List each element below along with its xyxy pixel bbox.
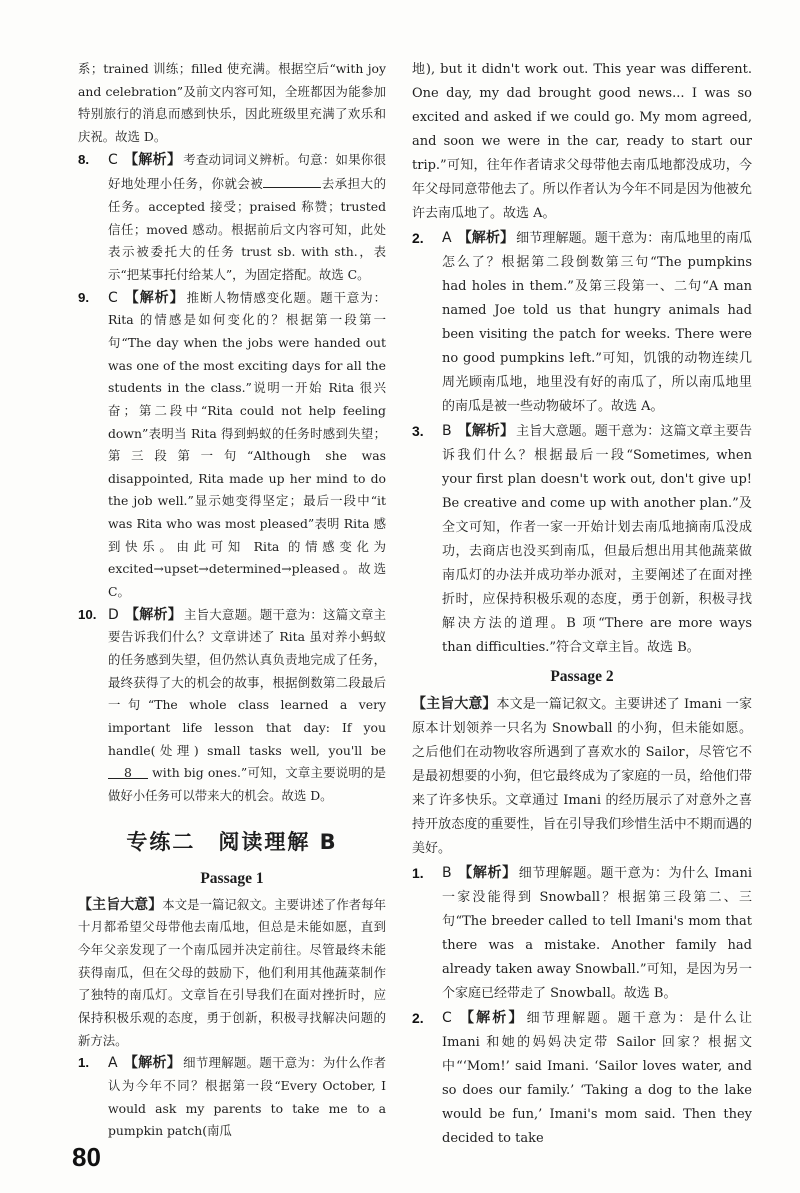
analysis-tag: 【解析】 xyxy=(457,230,515,246)
explanation-text: 主旨大意题。题干意为：这篇文章主要告诉我们什么？文章讲述了 Rita 虽对养小蚂蚁的任务感到失望，但仍然认真负责地完成了任务，最终获得了大的机会的故事，根据倒数第二段最后一句“The whole class learned a very important life lesson that day: If you handle(处理) small tasks well, you'll be xyxy=(108,606,387,758)
explanation-text-cont: 去承担大的任务。accepted 接受；praised 称赞；trusted 信任；moved 感动。根据前后文内容可知，此处表示被委托大的任务 trust sb. with sth.，表示“把某事托付给某人”，为固定搭配。故选 C。 xyxy=(108,176,387,282)
passage-2-title: Passage 2 xyxy=(550,668,614,685)
answer-letter: C xyxy=(442,1010,452,1026)
page-number: 80 xyxy=(72,1142,101,1172)
summary-text: 本文是一篇记叙文。主要讲述了 Imani 一家原本计划领养一只名为 Snowball 的小狗，但未能如愿。之后他们在动物收容所遇到了喜欢水的 Sailor，尽管它不是最初想要的小狗，但它最终成为了家庭的一员，给他们带来了许多快乐。文章通过 Imani 的经历展示了对意外之喜持开放态度的重要性，旨在引导我们珍惜生活中不期而遇的美好。 xyxy=(412,697,753,856)
passage-2-question-1 xyxy=(412,861,752,1006)
explanation-text: 细节理解题。题干意为：南瓜地里的南瓜怎么了？根据第二段倒数第三句“The pumpkins had holes in them.”及第三段第一、二句“A man named Joe told us that hungry animals had been visiting the patch for weeks. There were no good pumpkins left.”可知，饥饿的动物连续几周光顾南瓜地，地里没有好的南瓜了，所以南瓜地里的南瓜是被一些动物破坏了。故选 A。 xyxy=(442,231,752,414)
answer-letter: A xyxy=(108,1055,118,1072)
explanation-text: 细节理解题。题干意为：为什么作者认为今年不同？根据第一段“Every October, I would ask my parents to take me to a pumpkin patch(南瓜 xyxy=(108,1055,387,1139)
explanation-text: 推断人物情感变化题。题干意为：Rita 的情感是如何变化的？根据第一段第一句“The day when the jobs were handed out was one of the most exciting days for all the students in the class.”说明一开始 Rita 很兴奋；第二段中“Rita could not help feeling down”表明当 Rita 得到蚂蚁的任务时感到失望；第三段第一句“Although she was disappointed, Rita made up her mind to do the job well.”显示她变得坚定；最后一段中“it was Rita who was most pleased”表明 Rita 感到快乐。由此可知 Rita 的情感变化为 excited→upset→determined→pleased。故选 C。 xyxy=(108,289,387,600)
question-number: 10. xyxy=(78,606,97,622)
passage-1-title: Passage 1 xyxy=(200,869,264,887)
fill-blank xyxy=(263,171,321,188)
question-number: 8. xyxy=(78,151,90,167)
analysis-tag: 【解析】 xyxy=(123,289,185,306)
answer-letter: A xyxy=(442,230,452,246)
question-number: 9. xyxy=(78,289,90,305)
answer-letter: D xyxy=(108,606,119,623)
question-number: 2. xyxy=(412,230,424,246)
summary-text: 本文是一篇记叙文。主要讲述了作者每年十月都希望父母带他去南瓜地，但总是未能如愿，直到今年父亲发现了一个南瓜园并决定前往。尽管最终未能获得南瓜，但在父母的鼓励下，他们利用其他蔬菜制作了独特的南瓜灯。文章旨在引导我们在面对挫折时，应保持积极乐观的态度，勇于创新，积极寻找解决问题的新方法。 xyxy=(78,896,387,1048)
explanation-text: 主旨大意题。题干意为：这篇文章主要告诉我们什么？根据最后一段“Sometimes, when your first plan doesn't work out, don't give up! Be creative and come up with another plan.”及全文可知，作者一家一开始计划去南瓜地摘南瓜没成功，去商店也没买到南瓜，但最后想出用其他蔬菜做南瓜灯的办法并成功举办派对，主要阐述了在面对挫折时，应保持积极乐观的态度，勇于创新，积极寻找解决方法的道理。B 项“There are more ways than difficulties.”符合文章主旨。故选 B。 xyxy=(442,424,752,655)
question-number: 3. xyxy=(412,423,424,439)
answer-letter: C xyxy=(108,151,118,168)
analysis-tag: 【解析】 xyxy=(123,1055,182,1072)
question-number: 1. xyxy=(78,1055,90,1071)
passage-1-summary xyxy=(78,894,386,1053)
passage-2-summary xyxy=(412,692,752,861)
analysis-tag: 【解析】 xyxy=(457,423,515,439)
question-9-explanation xyxy=(78,287,386,604)
answer-letter: B xyxy=(442,423,452,439)
passage-1-question-1-continued: 地), but it didn't work out. This year was different. One day, my dad brought good news... I was so excited and asked if we could go. My mom agreed, and soon we were in the car, ready to start our trip.”可知，往年作者请求父母带他去南瓜地都没成功，今年父母同意带他去了。所以作者认为今年不同是因为他被允许去南瓜地了。故选 A。 xyxy=(412,62,752,221)
left-column xyxy=(78,58,386,1143)
answer-letter: B xyxy=(442,865,452,881)
filled-blank: 8 xyxy=(108,762,148,779)
passage-1-question-1 xyxy=(78,1052,386,1143)
question-number: 2. xyxy=(412,1010,424,1026)
analysis-tag: 【解析】 xyxy=(457,1010,525,1026)
section-title: 专练二 阅读理解 B xyxy=(126,829,338,854)
question-10-explanation xyxy=(78,604,386,808)
explanation-text: 考查动词词义辨析。句意：如果你很好地处理小任务，你就会被 xyxy=(108,151,387,192)
passage-1-question-2 xyxy=(412,226,752,419)
question-8-explanation xyxy=(78,149,386,287)
explanation-text: 细节理解题。题干意为：为什么 Imani 一家没能得到 Snowball？根据第三段第二、三句“The breeder called to tell Imani's mom that there was a mistake. Another family had already taken away Snowball.”可知，是因为另一个家庭已经带走了 Snowball。故选 B。 xyxy=(442,866,752,1001)
question-number: 1. xyxy=(412,865,424,881)
summary-tag: 【主旨大意】 xyxy=(412,696,497,712)
analysis-tag: 【解析】 xyxy=(123,151,182,168)
passage-1-question-3 xyxy=(412,419,752,660)
analysis-tag: 【解析】 xyxy=(457,865,517,881)
explanation-text-cont: with big ones.”可知，文章主要说明的是做好小任务可以带来大的机会。故选 D。 xyxy=(108,765,386,803)
passage-2-question-2 xyxy=(412,1006,752,1151)
right-column xyxy=(412,58,752,1151)
answer-letter: C xyxy=(108,289,118,306)
summary-tag: 【主旨大意】 xyxy=(78,896,163,913)
explanation-text: 细节理解题。题干意为：是什么让 Imani 和她的妈妈决定带 Sailor 回家？根据文中“‘Mom!’ said Imani. ‘Sailor loves water, and so does our family.’ ‘Taking a dog to the lake would be fun,’ Imani's mom said. Then they decided to take xyxy=(442,1011,752,1146)
analysis-tag: 【解析】 xyxy=(124,606,183,623)
left-intro-text: 系；trained 训练；filled 使充满。根据空后“with joy and celebration”及前文内容可知，全班都因为能参加特别旅行的消息而感到快乐，因此班级里充满了欢乐和庆祝。故选 D。 xyxy=(78,61,386,144)
